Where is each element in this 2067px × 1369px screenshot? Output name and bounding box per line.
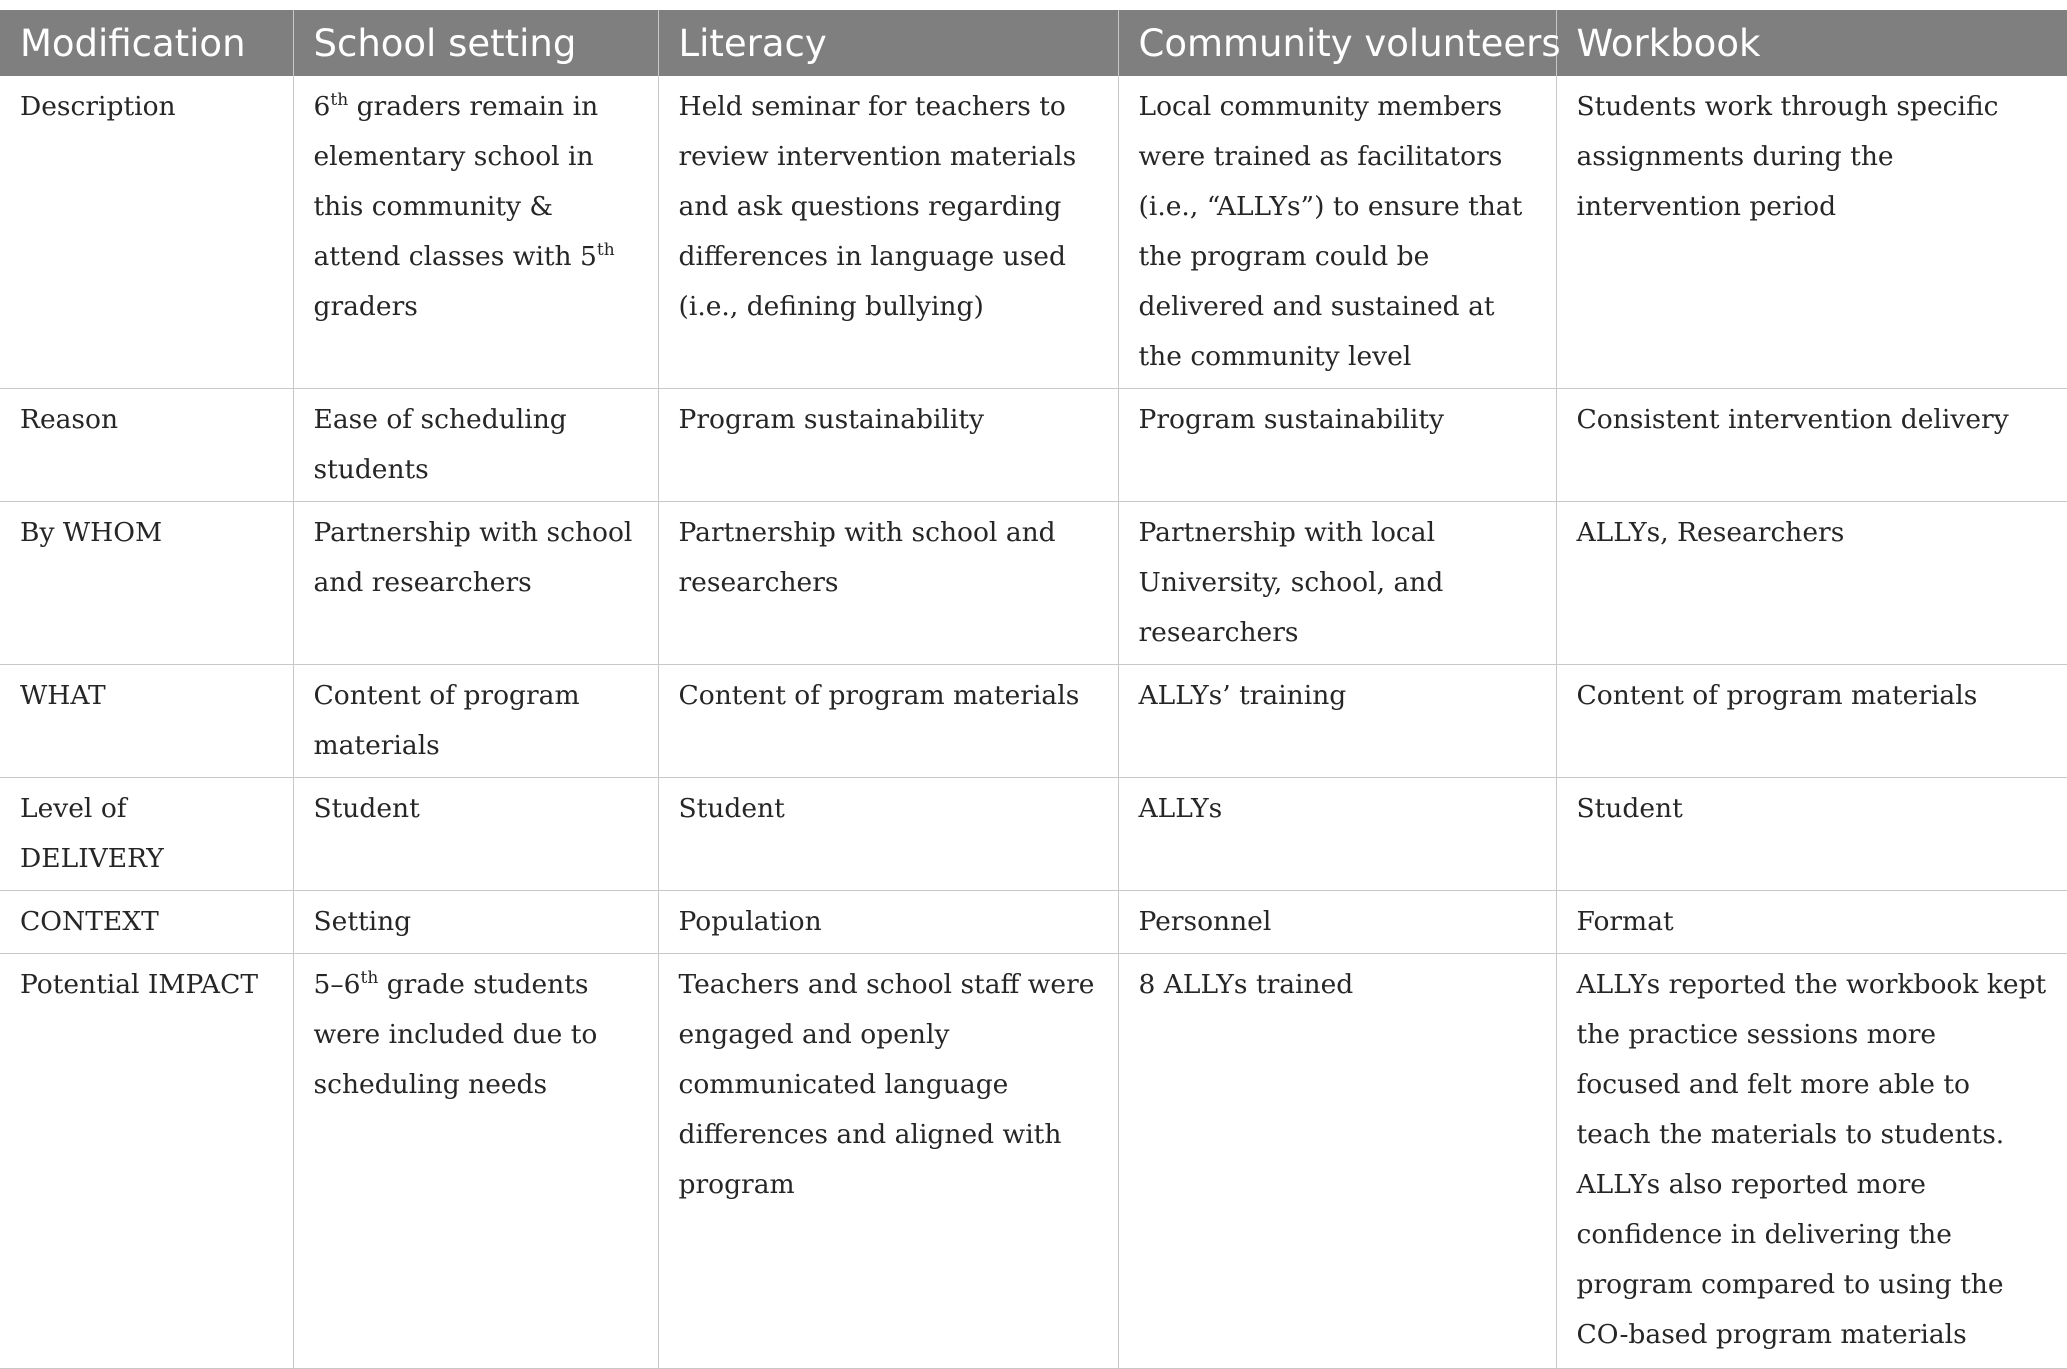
cell-impact-school-setting [293,954,658,1369]
cell-level-community-volunteers: ALLYs [1118,778,1556,891]
text-part: graders [313,291,418,322]
cell-context-community-volunteers: Personnel [1118,891,1556,954]
cell-reason-workbook: Consistent intervention delivery [1556,389,2067,502]
row-label-what: WHAT [0,665,293,778]
text-part: grade students were included due to scheduling needs [313,969,598,1100]
superscript: th [360,968,379,989]
modification-table [0,10,2067,1369]
superscript: th [330,90,349,111]
table-header [0,10,2067,76]
header-workbook: Workbook [1556,10,2067,76]
cell-impact-workbook: ALLYs reported the workbook kept the practice sessions more focused and felt more able to teach the materials to students. ALLYs also reported more confidence in delivering the program compared to using the CO-based program materials [1556,954,2067,1369]
header-community-volunteers: Community volunteers [1118,10,1556,76]
cell-description-school-setting [293,76,658,389]
cell-by-whom-school-setting: Partnership with school and researchers [293,502,658,665]
cell-context-workbook: Format [1556,891,2067,954]
row-label-context: CONTEXT [0,891,293,954]
row-label-level-of-delivery: Level of DELIVERY [0,778,293,891]
cell-level-school-setting: Student [293,778,658,891]
row-label-potential-impact: Potential IMPACT [0,954,293,1369]
header-row [0,10,2067,76]
cell-reason-school-setting: Ease of scheduling students [293,389,658,502]
table-row-reason [0,389,2067,502]
table-row-description [0,76,2067,389]
cell-impact-literacy: Teachers and school staff were engaged and openly communicated language differences and aligned with program [658,954,1118,1369]
cell-context-school-setting: Setting [293,891,658,954]
cell-reason-community-volunteers: Program sustainability [1118,389,1556,502]
cell-by-whom-workbook: ALLYs, Researchers [1556,502,2067,665]
cell-reason-literacy: Program sustainability [658,389,1118,502]
cell-by-whom-community-volunteers: Partnership with local University, school, and researchers [1118,502,1556,665]
cell-description-workbook: Students work through specific assignments during the intervention period [1556,76,2067,389]
text-part: graders remain in elementary school in this community & attend classes with 5 [313,91,599,272]
cell-level-literacy: Student [658,778,1118,891]
cell-level-workbook: Student [1556,778,2067,891]
table-body [0,76,2067,1369]
table-row-context [0,891,2067,954]
cell-context-literacy: Population [658,891,1118,954]
header-literacy: Literacy [658,10,1118,76]
row-label-reason: Reason [0,389,293,502]
cell-what-school-setting: Content of program materials [293,665,658,778]
text-part: 5–6 [313,969,361,1000]
table-row-what [0,665,2067,778]
row-label-by-whom: By WHOM [0,502,293,665]
header-school-setting: School setting [293,10,658,76]
cell-what-workbook: Content of program materials [1556,665,2067,778]
row-label-description: Description [0,76,293,389]
cell-description-literacy: Held seminar for teachers to review intervention materials and ask questions regarding differences in language used (i.e., defining bullying) [658,76,1118,389]
table-row-by-whom [0,502,2067,665]
table-row-potential-impact [0,954,2067,1369]
cell-what-community-volunteers: ALLYs’ training [1118,665,1556,778]
header-modification: Modification [0,10,293,76]
text-part: 6 [313,91,331,122]
table-row-level-of-delivery [0,778,2067,891]
cell-what-literacy: Content of program materials [658,665,1118,778]
superscript: th [596,240,615,261]
cell-description-community-volunteers: Local community members were trained as facilitators (i.e., “ALLYs”) to ensure that the program could be delivered and sustained at the community level [1118,76,1556,389]
cell-impact-community-volunteers: 8 ALLYs trained [1118,954,1556,1369]
cell-by-whom-literacy: Partnership with school and researchers [658,502,1118,665]
